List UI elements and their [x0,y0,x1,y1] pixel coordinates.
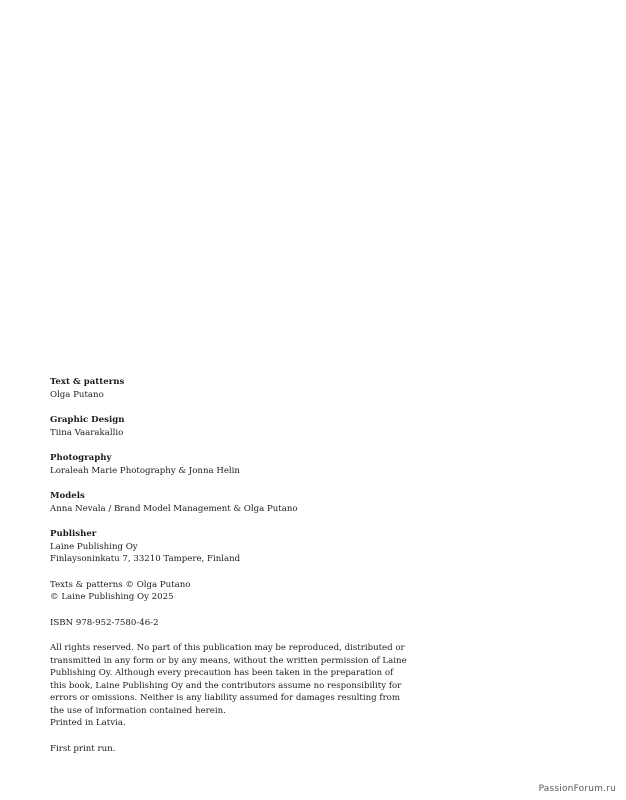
credit-publisher [50,528,410,566]
credit-heading: Graphic Design [50,415,125,425]
rights-line: All rights reserved. No part of this publication may be reproduced, distributed or [50,643,405,653]
rights-notice [50,642,410,730]
credit-heading: Photography [50,453,112,463]
credit-text-patterns [50,376,410,401]
publisher-address: Finlaysoninkatu 7, 33210 Tampere, Finland [50,554,241,564]
credit-heading: Models [50,491,85,501]
copyright-line: © Laine Publishing Oy 2025 [50,592,174,602]
credit-value: Anna Nevala / Brand Model Management & Olga Putano [50,503,298,514]
credit-value: Tiina Vaarakallio [50,427,124,438]
watermark: PassionForum.ru [538,784,616,794]
rights-line: errors or omissions. Neither is any liability assumed for damages resulting from [50,693,401,703]
credit-heading: Publisher [50,529,97,539]
isbn-block [50,617,410,630]
credit-photography [50,452,410,477]
credit-models [50,490,410,515]
credit-value: Olga Putano [50,389,104,400]
rights-line: this book, Laine Publishing Oy and the contributors assume no responsibility for [50,680,402,691]
print-run-block [50,743,410,756]
credit-graphic-design [50,414,410,439]
print-run: First print run. [50,743,116,754]
rights-line: Publishing Oy. Although every precaution has been taken in the preparation of [50,668,394,678]
credit-heading: Text & patterns [50,377,125,387]
isbn: ISBN 978-952-7580-46-2 [50,617,159,628]
colophon [50,376,410,768]
printed-in: Printed in Latvia. [50,718,126,728]
copyright-notice [50,579,410,604]
credit-value: Loraleah Marie Photography & Jonna Helin [50,465,240,476]
copyright-line: Texts & patterns © Olga Putano [50,579,191,590]
publisher-name: Laine Publishing Oy [50,541,138,552]
rights-line: transmitted in any form or by any means, without the written permission of Laine [50,655,407,666]
rights-line: the use of information contained herein. [50,705,226,716]
